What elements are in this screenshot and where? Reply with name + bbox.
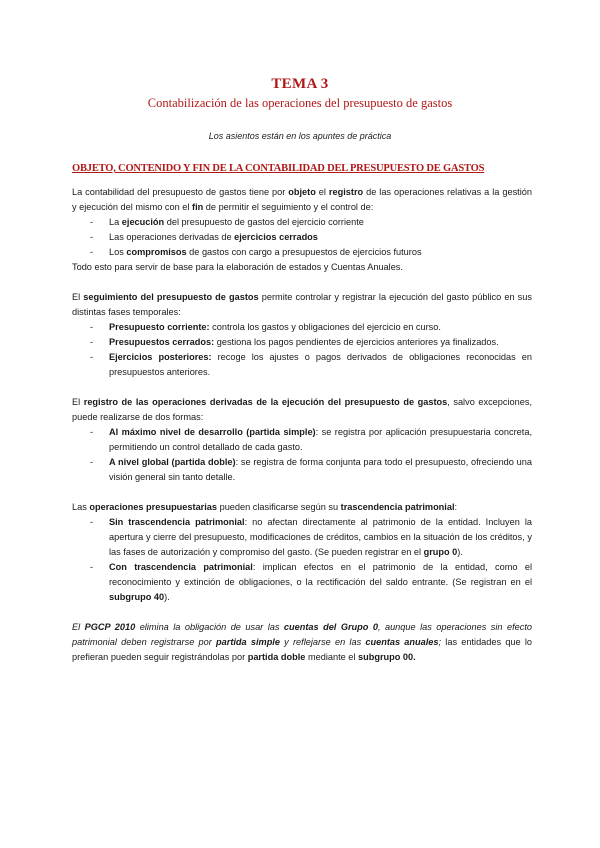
body-text bbox=[72, 185, 532, 665]
page-subtitle: Contabilización de las operaciones del presupuesto de gastos bbox=[147, 96, 453, 110]
list-item: - A nivel global (partida doble): se registra de forma conjunta para todo el presupuesto, ofreciendo una visión general sin tanto detalle. bbox=[72, 455, 532, 485]
paragraph-operaciones: Las operaciones presupuestarias pueden clasificarse según su trascendencia patrimonial: bbox=[72, 502, 458, 512]
paragraph-closing: Todo esto para servir de base para la elaboración de estados y Cuentas Anuales. bbox=[72, 262, 403, 272]
list-item: - Al máximo nivel de desarrollo (partida simple): se registra por aplicación presupuestaria concreta, permitiendo un control detallado de cada gasto. bbox=[72, 425, 532, 455]
practice-note: Los asientos están en los apuntes de práctica bbox=[208, 131, 392, 141]
control-list bbox=[72, 215, 532, 260]
paragraph-intro: La contabilidad del presupuesto de gastos tiene por objeto el registro de las operaciones relativas a la gestión y ejecución del mismo con el fin de permitir el seguimiento y el control de: bbox=[72, 187, 532, 212]
page-title: TEMA 3 bbox=[271, 76, 329, 92]
list-item: - Las operaciones derivadas de ejercicios cerrados bbox=[72, 230, 532, 245]
list-item: - Los compromisos de gastos con cargo a presupuestos de ejercicios futuros bbox=[72, 245, 532, 260]
list-item: - Presupuesto corriente: controla los gastos y obligaciones del ejercicio en curso. bbox=[72, 320, 532, 335]
paragraph-seguimiento: El seguimiento del presupuesto de gastos permite controlar y registrar la ejecución del gasto público en sus distintas fases temporales: bbox=[72, 292, 532, 317]
list-item: - Sin trascendencia patrimonial: no afectan directamente al patrimonio de la entidad. Incluyen la apertura y cierre del presupuesto, modificaciones de créditos, cambios en la situación de los créditos, y las fases de autorización y compromiso del gasto. (Se pueden registrar en el grupo 0). bbox=[72, 515, 532, 560]
list-item: - Ejercicios posteriores: recoge los ajustes o pagos derivados de obligaciones reconocidas en presupuestos anteriores. bbox=[72, 350, 532, 380]
list-item: - Presupuestos cerrados: gestiona los pagos pendientes de ejercicios anteriores ya finalizados. bbox=[72, 335, 532, 350]
paragraph-registro: El registro de las operaciones derivadas de la ejecución del presupuesto de gastos, salvo excepciones, puede realizarse de dos formas: bbox=[72, 397, 532, 422]
section-heading: OBJETO, CONTENIDO Y FIN DE LA CONTABILIDAD DEL PRESUPUESTO DE GASTOS bbox=[72, 163, 485, 174]
trascendencia-list bbox=[72, 515, 532, 605]
list-item: - Con trascendencia patrimonial: implican efectos en el patrimonio de la entidad, como el reconocimiento y extinción de obligaciones, o la rectificación del saldo entrante. (Se registran en el subgrupo 40). bbox=[72, 560, 532, 605]
list-item: - La ejecución del presupuesto de gastos del ejercicio corriente bbox=[72, 215, 532, 230]
phases-list bbox=[72, 320, 532, 380]
paragraph-pgcp: El PGCP 2010 elimina la obligación de usar las cuentas del Grupo 0, aunque las operaciones sin efecto patrimonial deben registrarse por partida simple y reflejarse en las cuentas anuales; las entidades que lo prefieran pueden seguir registrándolas por partida doble mediante el subgrupo 00. bbox=[72, 622, 533, 662]
registro-list bbox=[72, 425, 532, 485]
